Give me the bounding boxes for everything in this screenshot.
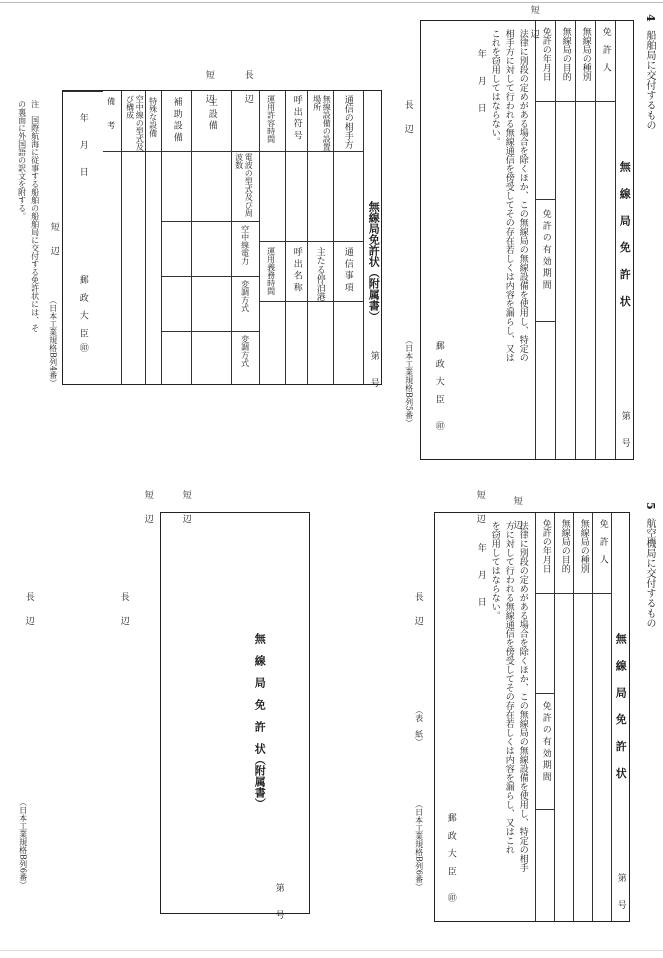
sec5-cert-minister: 郵 政 大 臣 [445, 813, 456, 879]
sec4-cert-size-note: （日本工業規格B列5番） [404, 336, 414, 427]
sec4-attachment: 無線局免許状（附属書） 第 号 通信の相手方 通 信 事 項 無線設備の設置場所 主たる停泊港 呼 出 符 号 呼 出 名 称 運用許容時間 運用義務時間 電波の型式及び周波数 空中線電力 変調方式 変調方式 主 設 備 補 助 設 備 特殊な設備 空中線の型式及び構成 備 考 年 月 日 郵 政 大 臣 ㊞ [62, 90, 382, 385]
sec5-cert-title: 無 線 局 免 許 状 [614, 633, 628, 785]
sec4-cert-title-row [615, 21, 633, 459]
sec4-attach-title: 無線局免許状（附属書） [367, 201, 381, 322]
sec5-cert-date: 年 月 日 [475, 543, 486, 606]
sec4-note-2: の裏面に外国語の訳文を附する。 [17, 100, 27, 220]
sec4-cert-title: 無 線 局 免 許 状 [618, 161, 632, 313]
sec4-cert-row-date: 免許の年月日 免 許 の 有 効 期 間 [535, 21, 555, 459]
sec4-certificate: 無 線 局 免 許 状 第 号 免 許 人 無線局の種別 無線局の目的 免許の年月日 免 許 の 有 効 期 間 法律に別段の定めがある場合を除くほか、この無線局の無線設備を使用し、特定の 相手方に対して行われる無線通信を傍受してその存在若しくは内容を漏らし、又は これを窃用してはならない。 年 月 日 郵 政 大 臣 ㊞ [420, 20, 634, 460]
sec4-cert-minister: 郵 政 大 臣 [433, 341, 444, 407]
sec4-attach-number: 第 号 [368, 351, 379, 387]
sec5-number: 5 [644, 502, 658, 510]
sec5-attach-short-side: 短 辺 [180, 490, 191, 526]
sec5-cert-short-side: 短 辺 [511, 496, 522, 532]
sec4-attach-minister: 郵 政 大 臣 [77, 275, 88, 341]
sec4-heading: 船舶局に交付するもの [644, 30, 655, 130]
sec5-cert-front-note: （表 紙） [414, 706, 424, 746]
sec5-cert-seal: ㊞ [445, 893, 456, 902]
sec4-attach-long-side: 長 辺 [242, 70, 253, 106]
sec4-cert-row-licensee: 免 許 人 [595, 21, 615, 459]
sec4-cert-row-type: 無線局の種別 [575, 21, 595, 459]
sec4-note-1: 注 国際航海に従事する船舶の船舶局に交付する免許状には、そ [30, 100, 40, 332]
sec5-attachment [160, 512, 310, 919]
sec4-cert-long-side: 長 辺 [402, 100, 413, 136]
sec5-attach-title: 無 線 局 免 許 状（附属書） [253, 633, 267, 809]
sec5-attach-long-left: 長 辺 [23, 592, 34, 628]
sec5-cert-long-side: 長 辺 [412, 592, 423, 628]
sec4-cert-row-purpose: 無線局の目的 [555, 21, 575, 459]
sec4-cert-validity: 免 許 の 有 効 期 間 [540, 209, 551, 290]
sec4-attach-short-side: 短 辺 [203, 70, 214, 106]
top-edge-line [0, 2, 663, 3]
sec4-cert-seal: ㊞ [433, 421, 444, 430]
sec4-cert-date: 年 月 日 [475, 49, 486, 112]
sec5-cert-number: 第 号 [615, 873, 626, 909]
sec5-attach-size-note: （日本工業規格B列6番） [18, 798, 28, 889]
sec4-cert-number: 第 号 [619, 411, 630, 447]
sec5-cert-size-note: （日本工業規格B列6番） [414, 800, 424, 891]
sec5-attach-number: 第 号 [273, 883, 284, 919]
sec4-attach-short-bottom: 短 辺 [48, 222, 59, 258]
sec5-cert-validity: 免 許 の 有 効 期 間 [540, 701, 551, 782]
sec5-heading: 航空機局に交付するもの [644, 518, 655, 628]
sec4-attach-seal: ㊞ [77, 343, 88, 352]
bottom-edge-line [0, 950, 663, 951]
sec5-attach-short-far: 短 辺 [142, 490, 153, 526]
sec4-attach-date: 年 月 日 [77, 113, 88, 176]
sec4-cert-short-side: 短 辺 [528, 5, 539, 41]
sec4-attach-size-note: （日本工業規格B列4番） [48, 296, 58, 387]
sec5-attach-long-side: 長 辺 [118, 592, 129, 628]
sec5-cert-short-left: 短 辺 [474, 490, 485, 526]
sec5-certificate: 無 線 局 免 許 状 第 号 免 許 人 無線局の種別 無線局の目的 免許の年月日 免 許 の 有 効 期 間 法律に別段の定めがある場合を除くほか、この無線局の無線設備を使用し、特定の相手 方に対して行われる無線通信を傍受してその存在若しくは内容を漏らし、又はこれ を窃用してはならない。 年 月 日 郵 政 大 臣 ㊞ [434, 512, 630, 922]
sec4-number: 4 [644, 14, 658, 22]
